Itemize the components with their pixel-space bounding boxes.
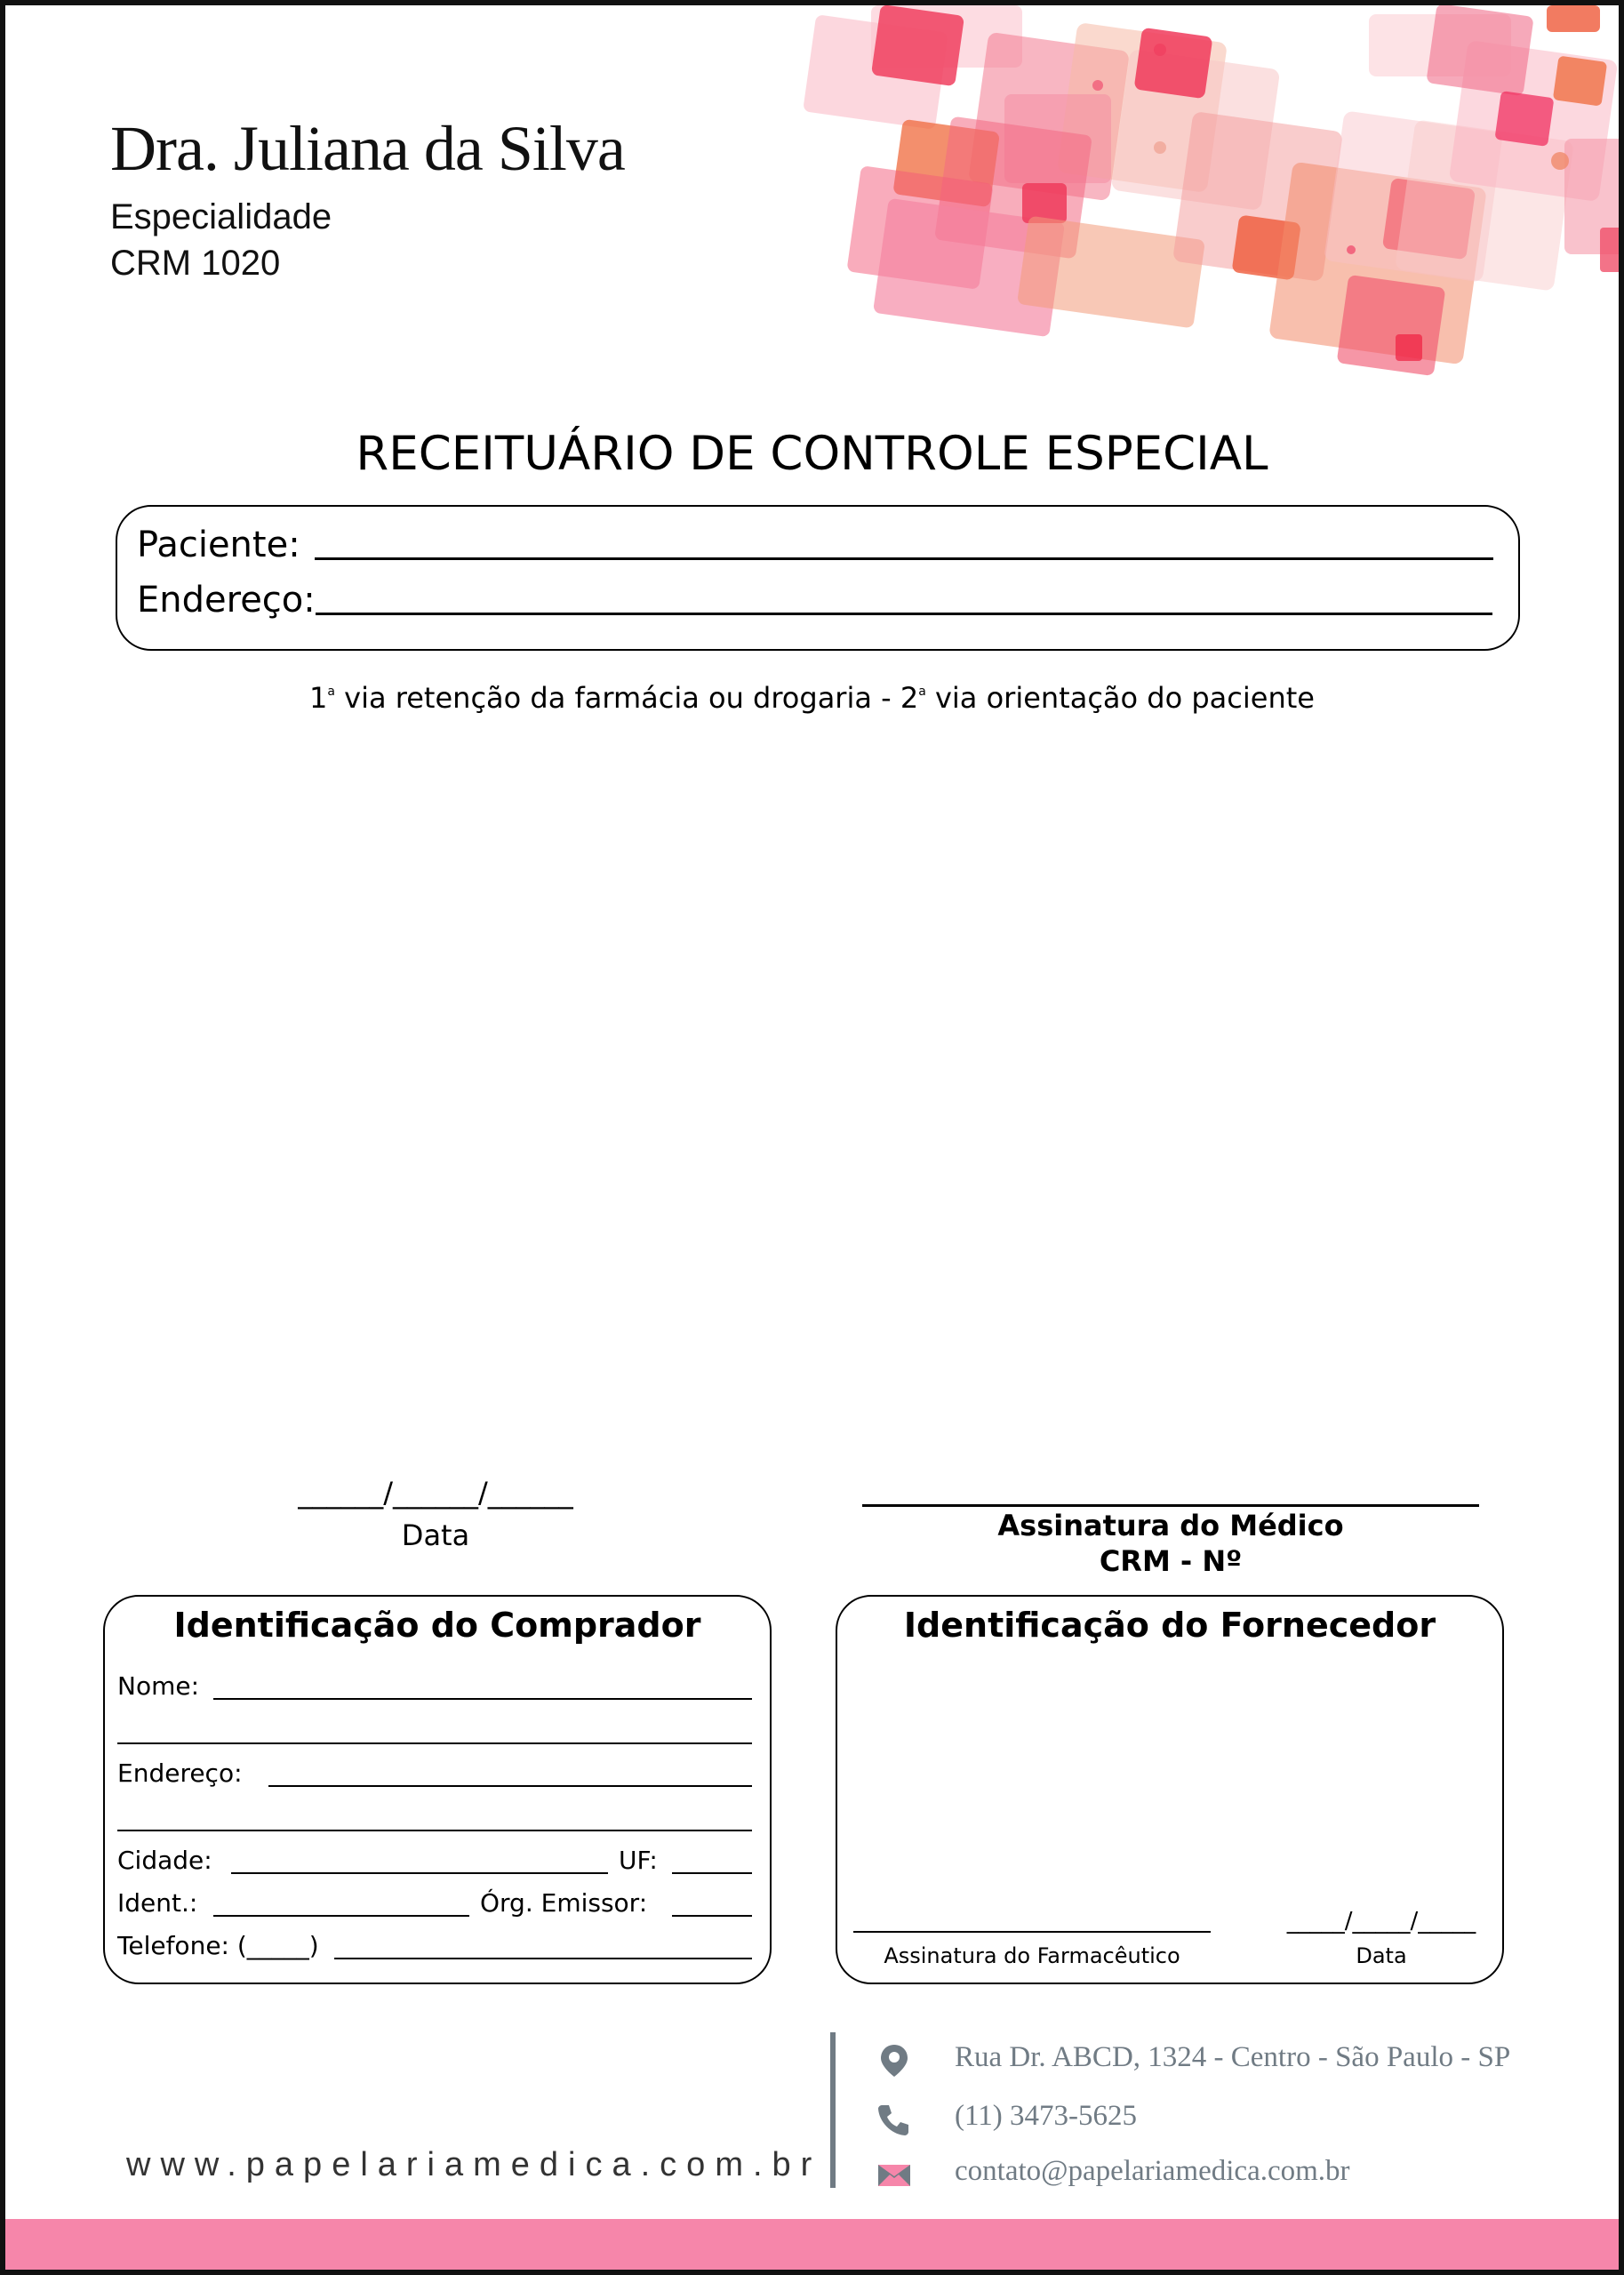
- buyer-name-field[interactable]: [213, 1698, 752, 1700]
- buyer-ident-label: Ident.:: [117, 1888, 198, 1918]
- supplier-title: Identificação do Fornecedor: [903, 1606, 1436, 1645]
- via-second-sup: a: [918, 685, 926, 699]
- phone-icon: [876, 2102, 912, 2137]
- pharmacist-signature-label: Assinatura do Farmacêutico: [884, 1943, 1180, 1968]
- buyer-uf-field[interactable]: [672, 1872, 752, 1874]
- supplier-date-label: Data: [1356, 1943, 1407, 1968]
- via-first-number: 1: [309, 681, 328, 715]
- supplier-date-blank[interactable]: _____/_____/_____: [1286, 1908, 1476, 1935]
- buyer-address-label: Endereço:: [117, 1758, 243, 1788]
- buyer-address-field-2[interactable]: [117, 1830, 752, 1831]
- patient-box: [116, 505, 1520, 651]
- doctor-specialty: Especialidade: [110, 197, 332, 236]
- via-first-sup: a: [327, 685, 335, 699]
- buyer-issuer-label: Órg. Emissor:: [480, 1888, 648, 1918]
- footer-email[interactable]: contato@papelariamedica.com.br: [955, 2155, 1350, 2187]
- buyer-issuer-field[interactable]: [672, 1915, 752, 1917]
- website-url[interactable]: www.papelariamedica.com.br: [126, 2146, 822, 2183]
- footer-divider: [830, 2032, 836, 2188]
- buyer-uf-label: UF:: [619, 1846, 658, 1875]
- envelope-icon: [876, 2157, 912, 2192]
- buyer-ident-field[interactable]: [213, 1915, 469, 1917]
- doctor-name: Dra. Juliana da Silva: [110, 113, 625, 184]
- patient-address-label: Endereço:: [137, 580, 316, 621]
- footer-pink-bar: [5, 2219, 1619, 2270]
- patient-name-label: Paciente:: [137, 525, 300, 565]
- document-title: RECEITUÁRIO DE CONTROLE ESPECIAL: [356, 427, 1268, 481]
- footer-address: Rua Dr. ABCD, 1324 - Centro - São Paulo - SP: [955, 2041, 1511, 2073]
- buyer-phone-label: Telefone: (_____): [117, 1931, 319, 1960]
- location-pin-icon: [876, 2043, 912, 2079]
- date-blank[interactable]: ______/______/______: [298, 1476, 573, 1510]
- via-first-text: via retenção da farmácia ou drogaria - 2: [335, 681, 919, 715]
- buyer-box: [103, 1595, 772, 1984]
- buyer-name-field-2[interactable]: [117, 1742, 752, 1744]
- doctor-crm-label: CRM - Nº: [1099, 1544, 1243, 1578]
- pharmacist-signature-line[interactable]: [853, 1931, 1211, 1933]
- date-label: Data: [401, 1518, 470, 1552]
- buyer-name-label: Nome:: [117, 1671, 200, 1701]
- patient-name-row: [137, 525, 1493, 565]
- footer-phone[interactable]: (11) 3473-5625: [955, 2100, 1137, 2132]
- patient-address-field[interactable]: [316, 613, 1492, 615]
- buyer-city-label: Cidade:: [117, 1846, 212, 1875]
- doctor-signature-line[interactable]: [862, 1504, 1479, 1507]
- doctor-signature-label: Assinatura do Médico: [997, 1509, 1344, 1542]
- buyer-address-field[interactable]: [268, 1785, 752, 1787]
- via-instructions: [0, 681, 1624, 715]
- patient-name-field[interactable]: [315, 557, 1493, 560]
- patient-address-row: [137, 580, 1492, 621]
- buyer-title: Identificação do Comprador: [173, 1606, 701, 1645]
- via-second-text: via orientação do paciente: [925, 681, 1315, 715]
- decorative-squares: [782, 5, 1619, 388]
- buyer-city-field[interactable]: [231, 1872, 608, 1874]
- buyer-phone-field[interactable]: [334, 1958, 752, 1959]
- doctor-crm: CRM 1020: [110, 244, 281, 283]
